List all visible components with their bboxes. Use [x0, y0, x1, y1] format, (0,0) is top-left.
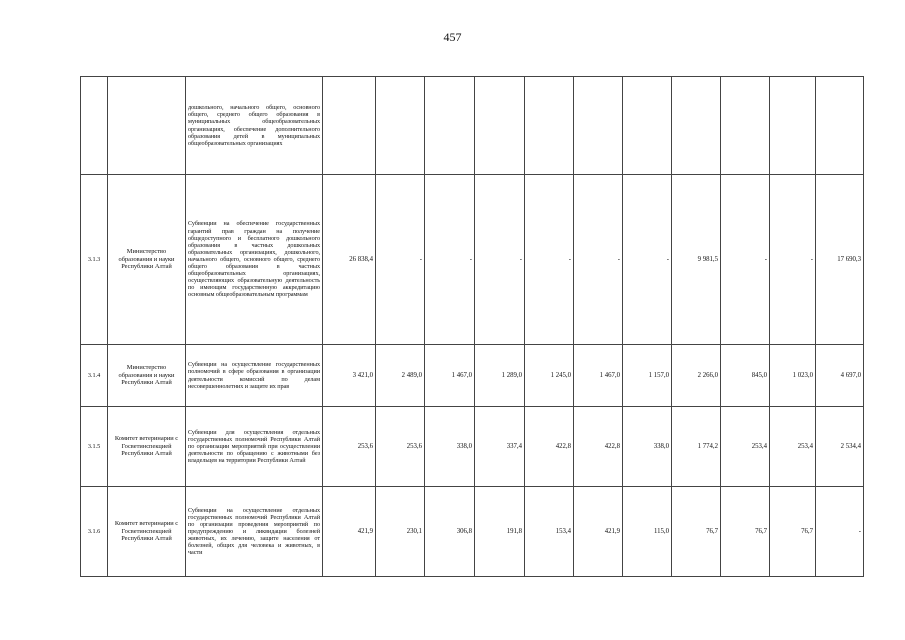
row-code: 3.1.3 — [81, 175, 108, 345]
row-value: 421,9 — [323, 487, 376, 577]
table-row — [81, 175, 864, 345]
row-value: 253,4 — [770, 407, 816, 487]
row-executor — [108, 77, 186, 175]
row-value: - — [816, 487, 864, 577]
row-executor: Министерство образования и науки Республики Алтай — [108, 175, 186, 345]
row-value: - — [525, 175, 574, 345]
row-code: 3.1.4 — [81, 345, 108, 407]
row-value: 115,0 — [623, 487, 672, 577]
row-value: - — [574, 175, 623, 345]
row-description: Субвенции на осуществление государственных полномочий в сфере образования в организации деятельности комиссий по делам несовершеннолетних и защите их прав — [186, 345, 323, 407]
row-description: Субвенции для осуществления отдельных государственных полномочий Республики Алтай по организации мероприятий при осуществлении деятельности по обращению с животными без владельцев на территории Республики Алтай — [186, 407, 323, 487]
row-value: 337,4 — [475, 407, 525, 487]
table-row — [81, 345, 864, 407]
row-value: 2 534,4 — [816, 407, 864, 487]
row-value: 1 774,2 — [672, 407, 721, 487]
row-value: 1 245,0 — [525, 345, 574, 407]
row-value: 422,8 — [574, 407, 623, 487]
row-value: 4 697,0 — [816, 345, 864, 407]
row-value: 253,4 — [721, 407, 770, 487]
row-value — [376, 77, 425, 175]
row-description: Субвенции на обеспечение государственных гарантий прав граждан на получение общедоступного и бесплатного дошкольного образования в частных дошкольных образовательных организациях, дошкольного, начального общего, основного общего, среднего общего образования в частных общеобразовательных организациях, осуществляющих образовательную деятельность по имеющим государственную аккредитацию основным общеобразовательным программам — [186, 175, 323, 345]
row-value: 1 023,0 — [770, 345, 816, 407]
row-value: - — [623, 175, 672, 345]
row-value: 306,8 — [425, 487, 475, 577]
row-value: 191,8 — [475, 487, 525, 577]
row-value: 338,0 — [425, 407, 475, 487]
budget-table — [80, 76, 864, 577]
row-description: Субвенции на осуществление отдельных государственных полномочий Республики Алтай по организации проведения мероприятий по предупреждению и ликвидации болезней животных, их лечению, защите населения от болезней, общих для человека и животных, в части — [186, 487, 323, 577]
row-value — [770, 77, 816, 175]
row-value: 1 289,0 — [475, 345, 525, 407]
row-description: дошкольного, начального общего, основного общего, среднего общего образования в муниципальных общеобразовательных организациях, обеспечение дополнительного образования детей в муниципальных общеобразовательных организациях — [186, 77, 323, 175]
row-value: 1 467,0 — [574, 345, 623, 407]
table-row — [81, 77, 864, 175]
row-value: - — [376, 175, 425, 345]
row-value — [721, 77, 770, 175]
table-row — [81, 487, 864, 577]
row-value — [574, 77, 623, 175]
table-row — [81, 407, 864, 487]
row-value: - — [475, 175, 525, 345]
row-value: 2 489,0 — [376, 345, 425, 407]
row-code: 3.1.5 — [81, 407, 108, 487]
row-value: 421,9 — [574, 487, 623, 577]
row-value: 26 838,4 — [323, 175, 376, 345]
row-value — [623, 77, 672, 175]
row-value — [475, 77, 525, 175]
row-value: 845,0 — [721, 345, 770, 407]
row-value — [672, 77, 721, 175]
row-value: 76,7 — [721, 487, 770, 577]
row-value: 230,1 — [376, 487, 425, 577]
row-code — [81, 77, 108, 175]
row-value: 422,8 — [525, 407, 574, 487]
row-value: 1 157,0 — [623, 345, 672, 407]
row-value — [525, 77, 574, 175]
row-value — [323, 77, 376, 175]
row-executor: Комитет ветеринарии с Госветинспекцией Республики Алтай — [108, 407, 186, 487]
row-value: 253,6 — [323, 407, 376, 487]
row-value: 76,7 — [770, 487, 816, 577]
row-value: - — [425, 175, 475, 345]
row-executor: Министерство образования и науки Республики Алтай — [108, 345, 186, 407]
row-executor: Комитет ветеринарии с Госветинспекцией Республики Алтай — [108, 487, 186, 577]
row-value: 2 266,0 — [672, 345, 721, 407]
row-value: 76,7 — [672, 487, 721, 577]
page-number: 457 — [443, 30, 462, 44]
row-value: 153,4 — [525, 487, 574, 577]
row-value: - — [770, 175, 816, 345]
row-value — [816, 77, 864, 175]
row-value: 9 981,5 — [672, 175, 721, 345]
row-value: 338,0 — [623, 407, 672, 487]
row-value: 253,6 — [376, 407, 425, 487]
row-value: 1 467,0 — [425, 345, 475, 407]
row-value: 3 421,0 — [323, 345, 376, 407]
row-value — [425, 77, 475, 175]
row-value: 17 690,3 — [816, 175, 864, 345]
row-code: 3.1.6 — [81, 487, 108, 577]
row-value: - — [721, 175, 770, 345]
